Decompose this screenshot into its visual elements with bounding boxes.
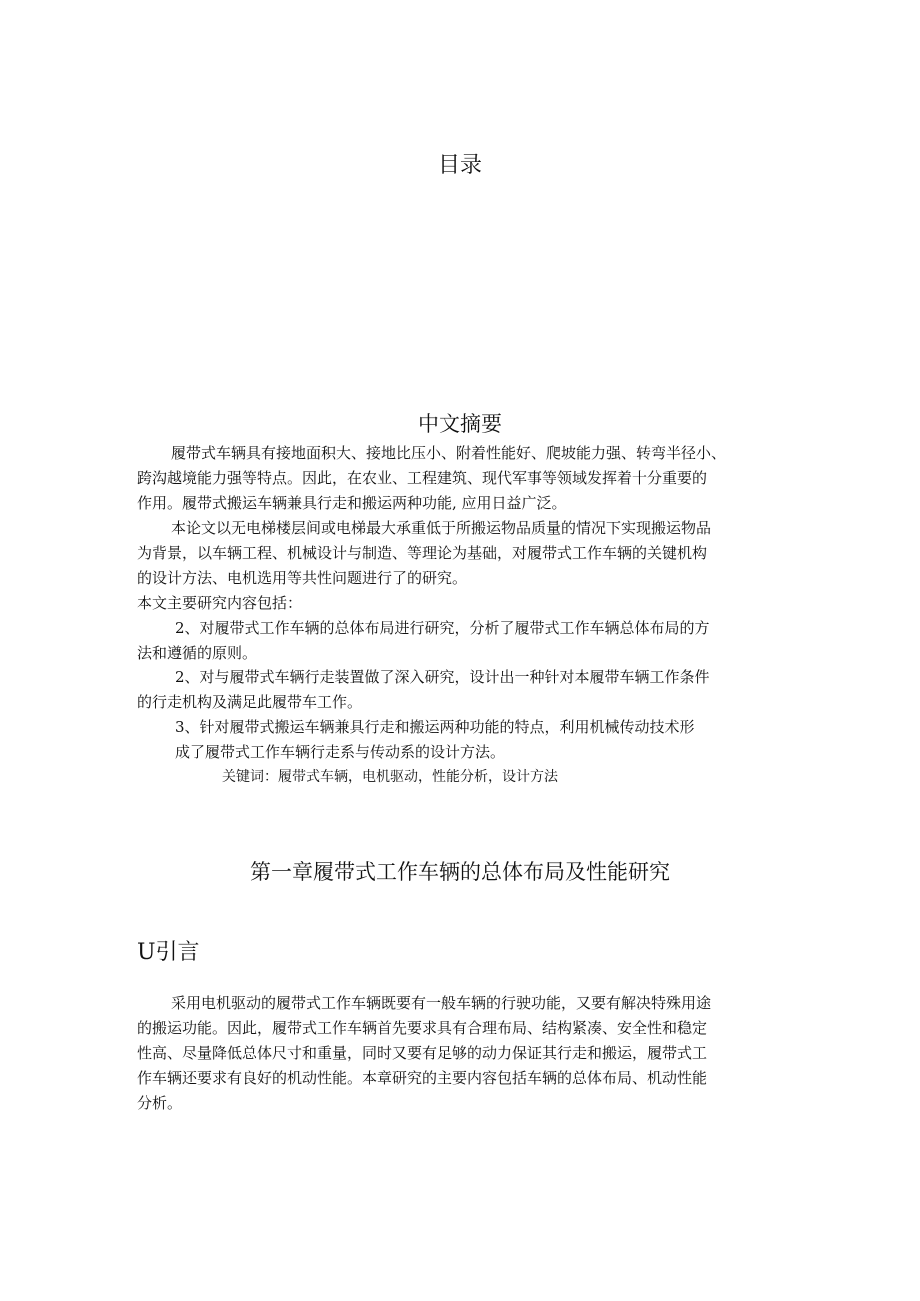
text-line: 分析。 xyxy=(137,1094,183,1112)
text-line: 的搬运功能。因此，履带式工作车辆首先要求具有合理布局、结构紧凑、安全性和稳定 xyxy=(137,1019,708,1037)
keywords: 关键词：履带式车辆，电机驱动，性能分析，设计方法 xyxy=(222,769,558,785)
text-line: 跨沟越境能力强等特点。因此，在农业、工程建筑、现代军事等领域发挥着十分重要的 xyxy=(137,469,708,487)
text-line: 2、对履带式工作车辆的总体布局进行研究，分析了履带式工作车辆总体布局的方 xyxy=(175,619,710,637)
text-line: 3、针对履带式搬运车辆兼具行走和搬运两种功能的特点，利用机械传动技术形 xyxy=(175,718,695,736)
section-title: U引言 xyxy=(137,940,200,965)
abstract-title: 中文摘要 xyxy=(418,412,502,436)
text-line: 性高、尽量降低总体尺寸和重量，同时又要有足够的动力保证其行走和搬运，履带式工 xyxy=(137,1044,708,1062)
text-line: 的行走机构及满足此履带车工作。 xyxy=(137,693,363,711)
text-line: 采用电机驱动的履带式工作车辆既要有一般车辆的行驶功能，又要有解决特殊用途 xyxy=(171,994,712,1012)
text-line: 作用。履带式搬运车辆兼具行走和搬运两种功能, 应用日益广泛。 xyxy=(137,494,567,512)
text-line: 履带式车辆具有接地面积大、接地比压小、附着性能好、爬坡能力强、转弯半径小、 xyxy=(171,444,727,462)
text-line: 成了履带式工作车辆行走系与传动系的设计方法。 xyxy=(175,743,506,761)
text-line: 为背景，以车辆工程、机械设计与制造、等理论为基础，对履带式工作车辆的关键机构 xyxy=(137,544,708,562)
text-line: 的设计方法、电机选用等共性问题进行了的研究。 xyxy=(137,569,468,587)
text-line: 法和遵循的原则。 xyxy=(137,644,258,662)
text-line: 2、对与履带式车辆行走装置做了深入研究，设计出一种针对本履带车辆工作条件 xyxy=(175,668,710,686)
text-line: 作车辆还要求有良好的机动性能。本章研究的主要内容包括车辆的总体布局、机动性能 xyxy=(137,1069,708,1087)
text-line: 本论文以无电梯楼层间或电梯最大承重低于所搬运物品质量的情况下实现搬运物品 xyxy=(171,519,712,537)
chapter-title: 第一章履带式工作车辆的总体布局及性能研究 xyxy=(250,860,670,884)
research-intro: 本文主要研究内容包括： xyxy=(137,594,303,612)
toc-title: 目录 xyxy=(437,153,482,178)
